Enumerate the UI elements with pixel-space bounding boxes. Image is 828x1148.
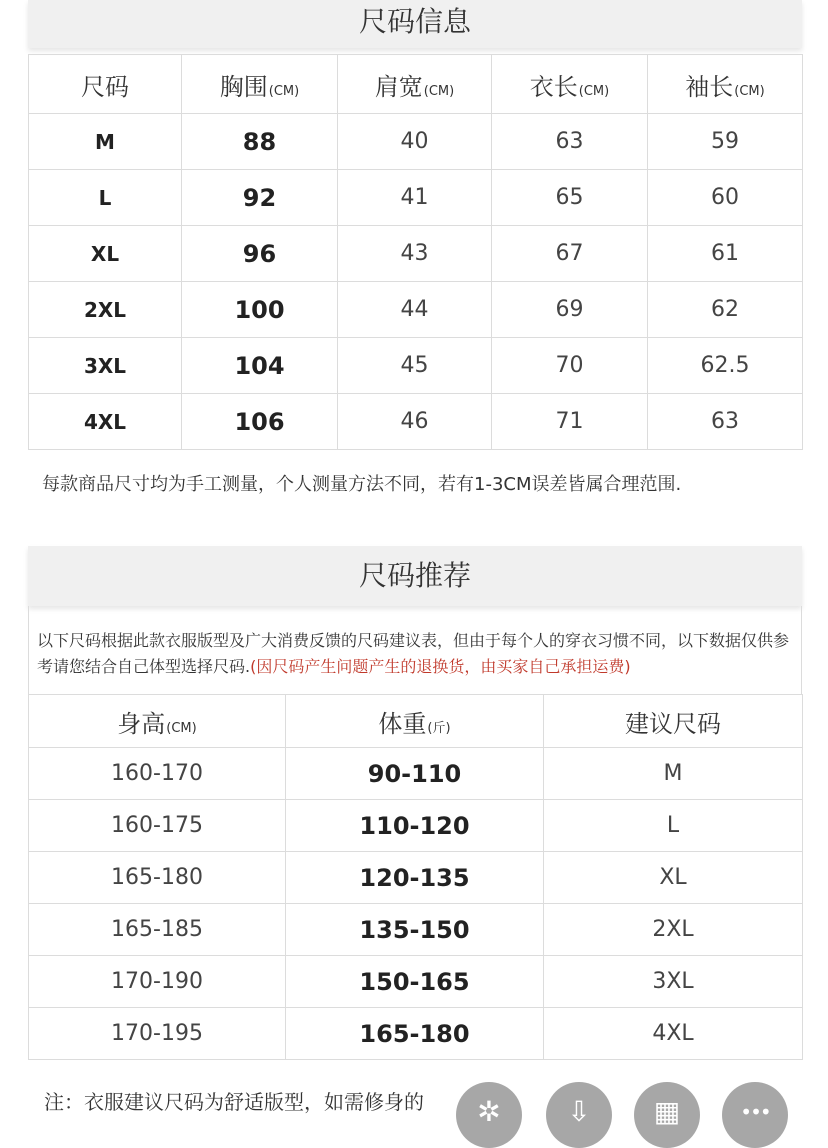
size-recommend-title: 尺码推荐 <box>28 546 802 606</box>
sleeve-cell: 62 <box>648 282 803 338</box>
sleeve-cell: 63 <box>648 394 803 450</box>
download-icon[interactable]: ⇩ <box>546 1082 612 1148</box>
length-cell: 71 <box>492 394 648 450</box>
table-row <box>29 338 803 394</box>
sleeve-cell: 62.5 <box>648 338 803 394</box>
suggested-size-cell: XL <box>544 852 803 904</box>
height-cell: 160-170 <box>29 748 286 800</box>
weight-cell: 90-110 <box>286 748 544 800</box>
footer-note: 注：衣服建议尺码为舒适版型，如需修身的 <box>44 1090 424 1114</box>
suggested-size-cell: M <box>544 748 803 800</box>
height-cell: 160-175 <box>29 800 286 852</box>
table-row <box>29 226 803 282</box>
height-cell: 165-180 <box>29 852 286 904</box>
height-cell: 165-185 <box>29 904 286 956</box>
weight-cell: 165-180 <box>286 1008 544 1060</box>
weight-cell: 150-165 <box>286 956 544 1008</box>
table-row <box>29 114 803 170</box>
table-row <box>29 904 803 956</box>
weight-cell: 110-120 <box>286 800 544 852</box>
suggested-size-cell: 4XL <box>544 1008 803 1060</box>
header-weight: 体重(斤) <box>286 695 544 748</box>
size-cell: XL <box>29 226 182 282</box>
size-recommend-section <box>28 546 802 1060</box>
shoulder-cell: 40 <box>338 114 492 170</box>
shoulder-cell: 41 <box>338 170 492 226</box>
length-cell: 69 <box>492 282 648 338</box>
table-row <box>29 282 803 338</box>
length-cell: 70 <box>492 338 648 394</box>
size-cell: 3XL <box>29 338 182 394</box>
table-row <box>29 170 803 226</box>
shoulder-cell: 45 <box>338 338 492 394</box>
header-chest: 胸围(CM) <box>182 55 338 114</box>
shoulder-cell: 44 <box>338 282 492 338</box>
weight-cell: 120-135 <box>286 852 544 904</box>
height-cell: 170-195 <box>29 1008 286 1060</box>
chest-cell: 96 <box>182 226 338 282</box>
size-info-title: 尺码信息 <box>28 0 802 48</box>
sleeve-cell: 59 <box>648 114 803 170</box>
weight-cell: 135-150 <box>286 904 544 956</box>
chest-cell: 100 <box>182 282 338 338</box>
more-icon[interactable]: ••• <box>722 1082 788 1148</box>
suggested-size-cell: 2XL <box>544 904 803 956</box>
table-row <box>29 852 803 904</box>
table-row <box>29 956 803 1008</box>
size-cell: L <box>29 170 182 226</box>
chest-cell: 106 <box>182 394 338 450</box>
grid-icon[interactable]: ▦ <box>634 1082 700 1148</box>
sparkle-icon[interactable]: ✲ <box>456 1082 522 1148</box>
suggested-size-cell: L <box>544 800 803 852</box>
sleeve-cell: 60 <box>648 170 803 226</box>
header-length: 衣长(CM) <box>492 55 648 114</box>
recommend-warning: (因尺码产生问题产生的退换货，由买家自己承担运费) <box>250 657 631 676</box>
sleeve-cell: 61 <box>648 226 803 282</box>
size-recommend-table <box>28 694 803 1060</box>
chest-cell: 88 <box>182 114 338 170</box>
shoulder-cell: 46 <box>338 394 492 450</box>
size-info-table <box>28 54 803 450</box>
table-row <box>29 800 803 852</box>
table-header-row <box>29 55 803 114</box>
size-cell: 2XL <box>29 282 182 338</box>
header-sleeve: 袖长(CM) <box>648 55 803 114</box>
table-row <box>29 748 803 800</box>
size-cell: M <box>29 114 182 170</box>
length-cell: 67 <box>492 226 648 282</box>
suggested-size-cell: 3XL <box>544 956 803 1008</box>
chest-cell: 104 <box>182 338 338 394</box>
header-size: 尺码 <box>29 55 182 114</box>
recommend-note <box>28 606 802 694</box>
length-cell: 65 <box>492 170 648 226</box>
size-info-section <box>28 0 802 450</box>
header-suggested-size: 建议尺码 <box>544 695 803 748</box>
table-row <box>29 1008 803 1060</box>
chest-cell: 92 <box>182 170 338 226</box>
recommend-note-text: 以下尺码根据此款衣服版型及广大消费反馈的尺码建议表，但由于每个人的穿衣习惯不同，以下数据仅供参考请您结合自己体型选择尺码. <box>37 631 790 676</box>
header-height: 身高(CM) <box>29 695 286 748</box>
measurement-note: 每款商品尺寸均为手工测量，个人测量方法不同，若有1-3CM误差皆属合理范围. <box>42 474 682 495</box>
table-row <box>29 394 803 450</box>
length-cell: 63 <box>492 114 648 170</box>
height-cell: 170-190 <box>29 956 286 1008</box>
size-cell: 4XL <box>29 394 182 450</box>
shoulder-cell: 43 <box>338 226 492 282</box>
table-header-row <box>29 695 803 748</box>
header-shoulder: 肩宽(CM) <box>338 55 492 114</box>
